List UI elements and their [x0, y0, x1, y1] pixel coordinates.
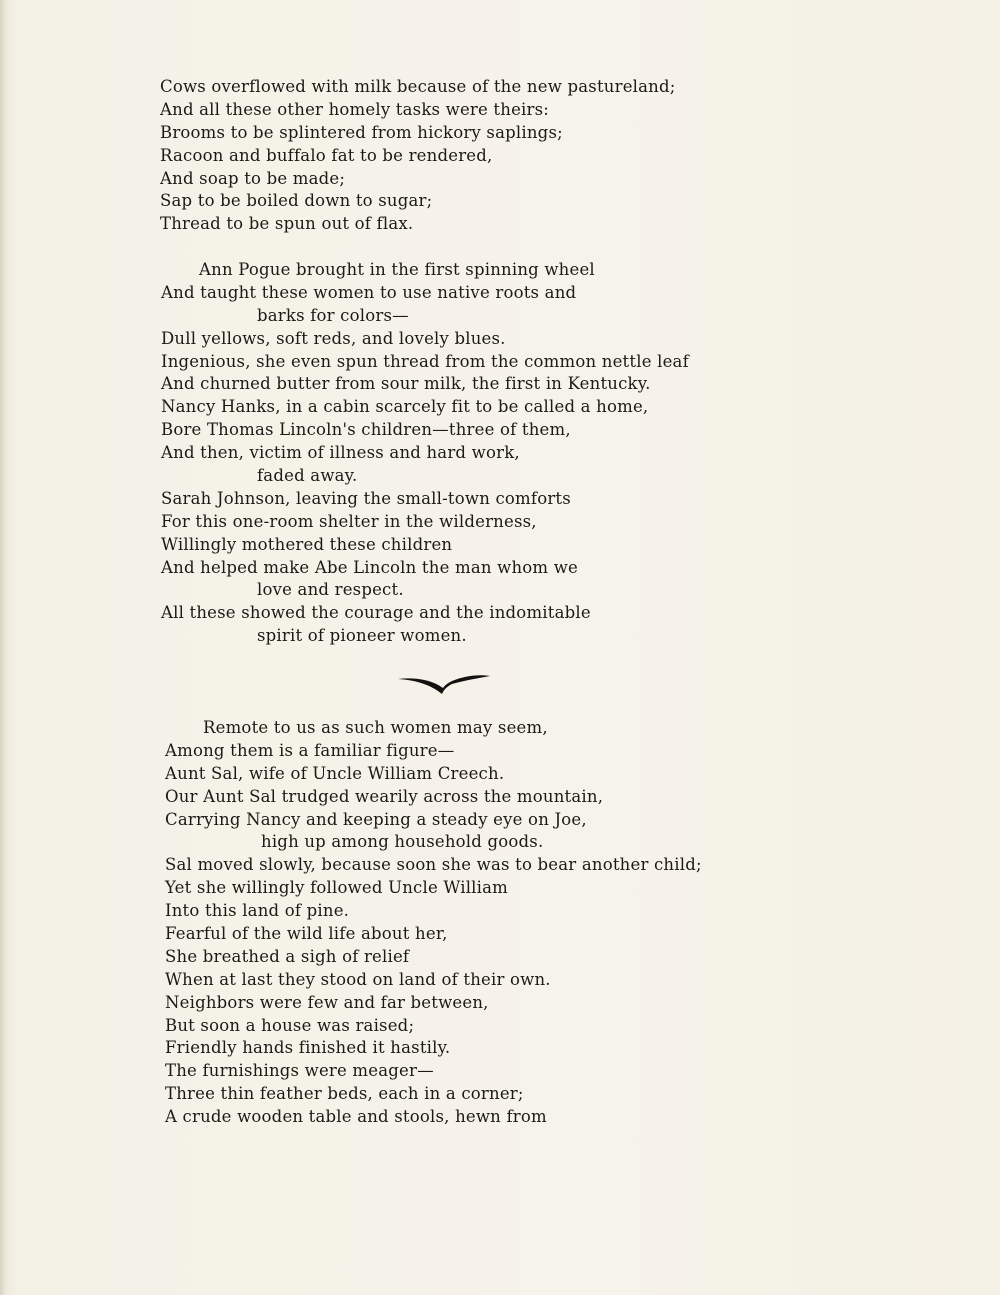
poem-line-continuation: barks for colors—	[257, 305, 409, 325]
poem-line: And helped make Abe Lincoln the man whom we	[161, 557, 578, 577]
poem-line: She breathed a sigh of relief	[165, 946, 410, 966]
poem-line: Sap to be boiled down to sugar;	[160, 191, 433, 211]
poem-line: Thread to be spun out of flax.	[160, 214, 414, 234]
poem-line: Remote to us as such women may seem,	[203, 718, 548, 737]
poem-line: Into this land of pine.	[165, 901, 350, 921]
poem-line: When at last they stood on land of their own.	[165, 969, 551, 989]
poem-line-continuation: spirit of pioneer women.	[257, 626, 467, 646]
stanza-1	[160, 76, 676, 236]
poem-line: Bore Thomas Lincoln's children—three of them,	[161, 420, 571, 440]
poem-line: And all these other homely tasks were theirs:	[160, 99, 550, 119]
poem-line: Carrying Nancy and keeping a steady eye on Joe,	[165, 809, 587, 829]
poem-line: And taught these women to use native roots and	[161, 282, 577, 302]
poem-line: Dull yellows, soft reds, and lovely blues.	[161, 328, 506, 348]
poem-line: Racoon and buffalo fat to be rendered,	[160, 145, 493, 165]
poem-line: Fearful of the wild life about her,	[165, 924, 448, 944]
bird-ornament-icon	[396, 670, 492, 696]
poem-line: Three thin feather beds, each in a corner;	[165, 1084, 524, 1104]
poem-line: Yet she willingly followed Uncle William	[165, 878, 509, 898]
poem-line: Willingly mothered these children	[161, 534, 453, 554]
poem-line: Ann Pogue brought in the first spinning wheel	[199, 260, 595, 279]
poem-line-continuation: high up among household goods.	[261, 832, 544, 852]
poem-line-continuation: faded away.	[257, 466, 358, 486]
poem-line: Our Aunt Sal trudged wearily across the mountain,	[165, 786, 604, 806]
poem-line: Neighbors were few and far between,	[165, 992, 489, 1012]
poem-line: All these showed the courage and the indomitable	[161, 603, 591, 623]
stanza-3	[165, 717, 702, 1129]
poem-line: Sal moved slowly, because soon she was to bear another child;	[165, 855, 702, 875]
poem-line: Aunt Sal, wife of Uncle William Creech.	[165, 763, 505, 783]
poem-line: A crude wooden table and stools, hewn from	[165, 1107, 547, 1127]
poem-line: Friendly hands finished it hastily.	[165, 1038, 451, 1058]
poem-line: The furnishings were meager—	[165, 1061, 434, 1081]
poem-line: Cows overflowed with milk because of the new pastureland;	[160, 77, 676, 96]
poem-line: For this one-room shelter in the wilderness,	[161, 511, 537, 531]
poem-line: And then, victim of illness and hard work,	[161, 443, 520, 463]
poem-line: Nancy Hanks, in a cabin scarcely fit to be called a home,	[161, 397, 649, 417]
poem-line: And churned butter from sour milk, the first in Kentucky.	[161, 374, 651, 394]
page-binding-edge	[0, 0, 6, 1295]
poem-line: Among them is a familiar figure—	[165, 740, 455, 760]
poem-line: Brooms to be splintered from hickory saplings;	[160, 122, 563, 142]
poem-line: Ingenious, she even spun thread from the common nettle leaf	[161, 351, 689, 371]
poem-line-continuation: love and respect.	[257, 580, 404, 600]
poem-line: And soap to be made;	[160, 168, 346, 188]
poem-line: Sarah Johnson, leaving the small-town comforts	[161, 488, 571, 508]
stanza-2	[161, 259, 689, 648]
poem-line: But soon a house was raised;	[165, 1015, 415, 1035]
